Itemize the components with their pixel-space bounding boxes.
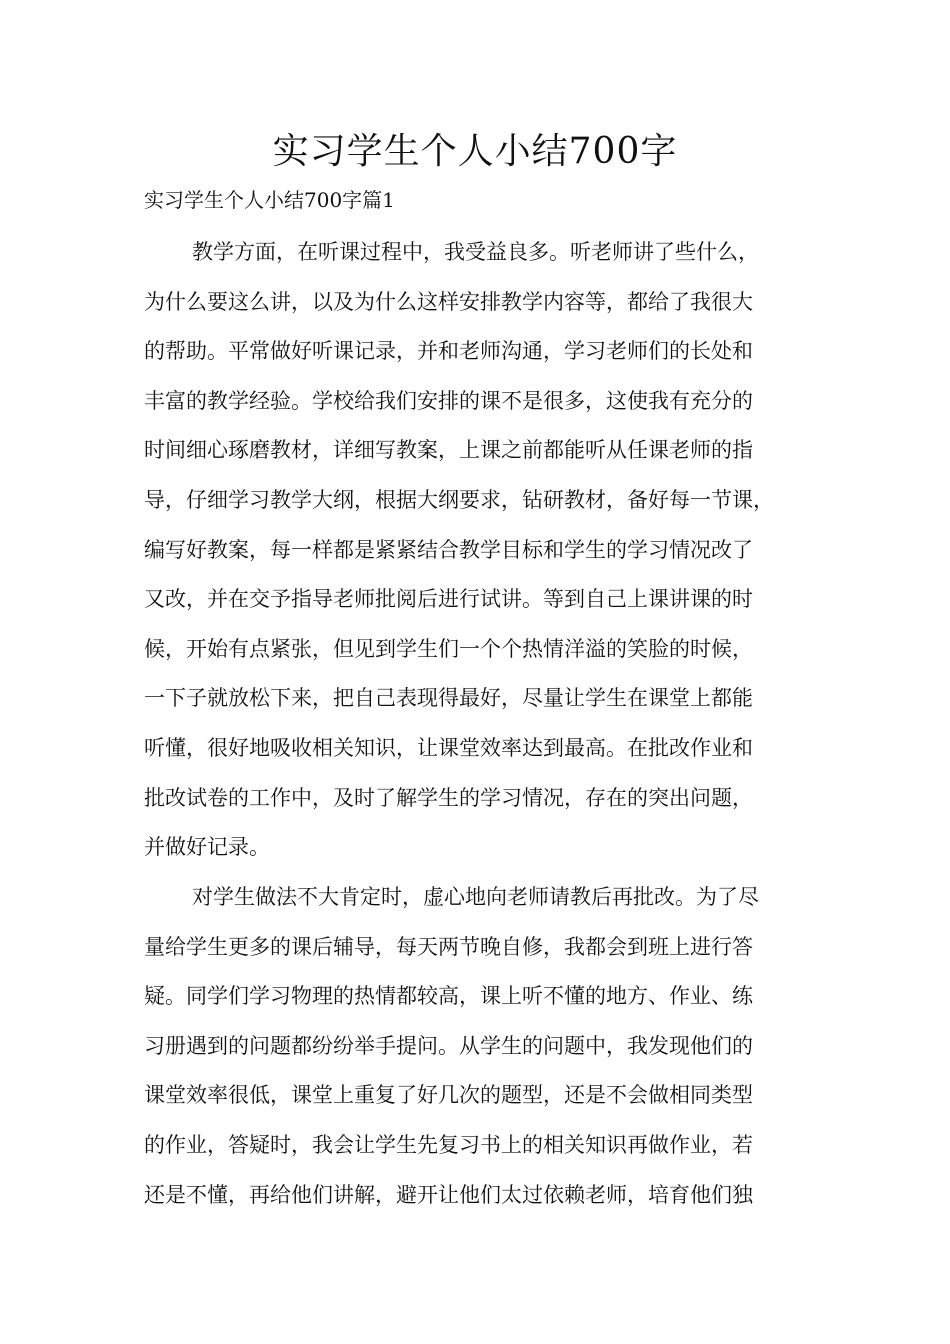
document-title: 实习学生个人小结700字 xyxy=(272,131,678,172)
paragraph-line: 导，仔细学习教学大纲，根据大纲要求，钻研教材，备好每一节课， xyxy=(144,488,774,512)
paragraph-line: 时间细心琢磨教材，详细写教案，上课之前都能听从任课老师的指 xyxy=(144,438,753,462)
paragraph-line: 疑。同学们学习物理的热情都较高，课上听不懂的地方、作业、练 xyxy=(144,984,753,1008)
paragraph-line: 习册遇到的问题都纷纷举手提问。从学生的问题中，我发现他们的 xyxy=(144,1034,753,1058)
paragraph-line: 为什么要这么讲，以及为什么这样安排教学内容等，都给了我很大 xyxy=(144,290,753,314)
paragraph-line: 又改，并在交予指导老师批阅后进行试讲。等到自己上课讲课的时 xyxy=(144,587,753,611)
section-heading: 实习学生个人小结700字篇1 xyxy=(144,188,395,212)
paragraph-line: 量给学生更多的课后辅导，每天两节晚自修，我都会到班上进行答 xyxy=(144,935,753,959)
paragraph-line: 批改试卷的工作中，及时了解学生的学习情况，存在的突出问题， xyxy=(144,786,753,810)
paragraph-line: 教学方面，在听课过程中，我受益良多。听老师讲了些什么， xyxy=(192,240,759,264)
paragraph-line: 的帮助。平常做好听课记录，并和老师沟通，学习老师们的长处和 xyxy=(144,339,753,363)
paragraph-line: 丰富的教学经验。学校给我们安排的课不是很多，这使我有充分的 xyxy=(144,389,753,413)
paragraph-line: 候，开始有点紧张，但见到学生们一个个热情洋溢的笑脸的时候， xyxy=(144,637,753,661)
paragraph-line: 课堂效率很低，课堂上重复了好几次的题型，还是不会做相同类型 xyxy=(144,1083,753,1107)
paragraph-line: 对学生做法不大肯定时，虚心地向老师请教后再批改。为了尽 xyxy=(192,885,759,909)
paragraph-line: 还是不懂，再给他们讲解，避开让他们太过依赖老师，培育他们独 xyxy=(144,1183,753,1207)
paragraph-line: 并做好记录。 xyxy=(144,835,270,859)
paragraph-line: 编写好教案，每一样都是紧紧结合教学目标和学生的学习情况改了 xyxy=(144,538,753,562)
paragraph-line: 听懂，很好地吸收相关知识，让课堂效率达到最高。在批改作业和 xyxy=(144,736,753,760)
paragraph-line: 一下子就放松下来，把自己表现得最好，尽量让学生在课堂上都能 xyxy=(144,686,753,710)
paragraph-line: 的作业，答疑时，我会让学生先复习书上的相关知识再做作业，若 xyxy=(144,1133,753,1157)
